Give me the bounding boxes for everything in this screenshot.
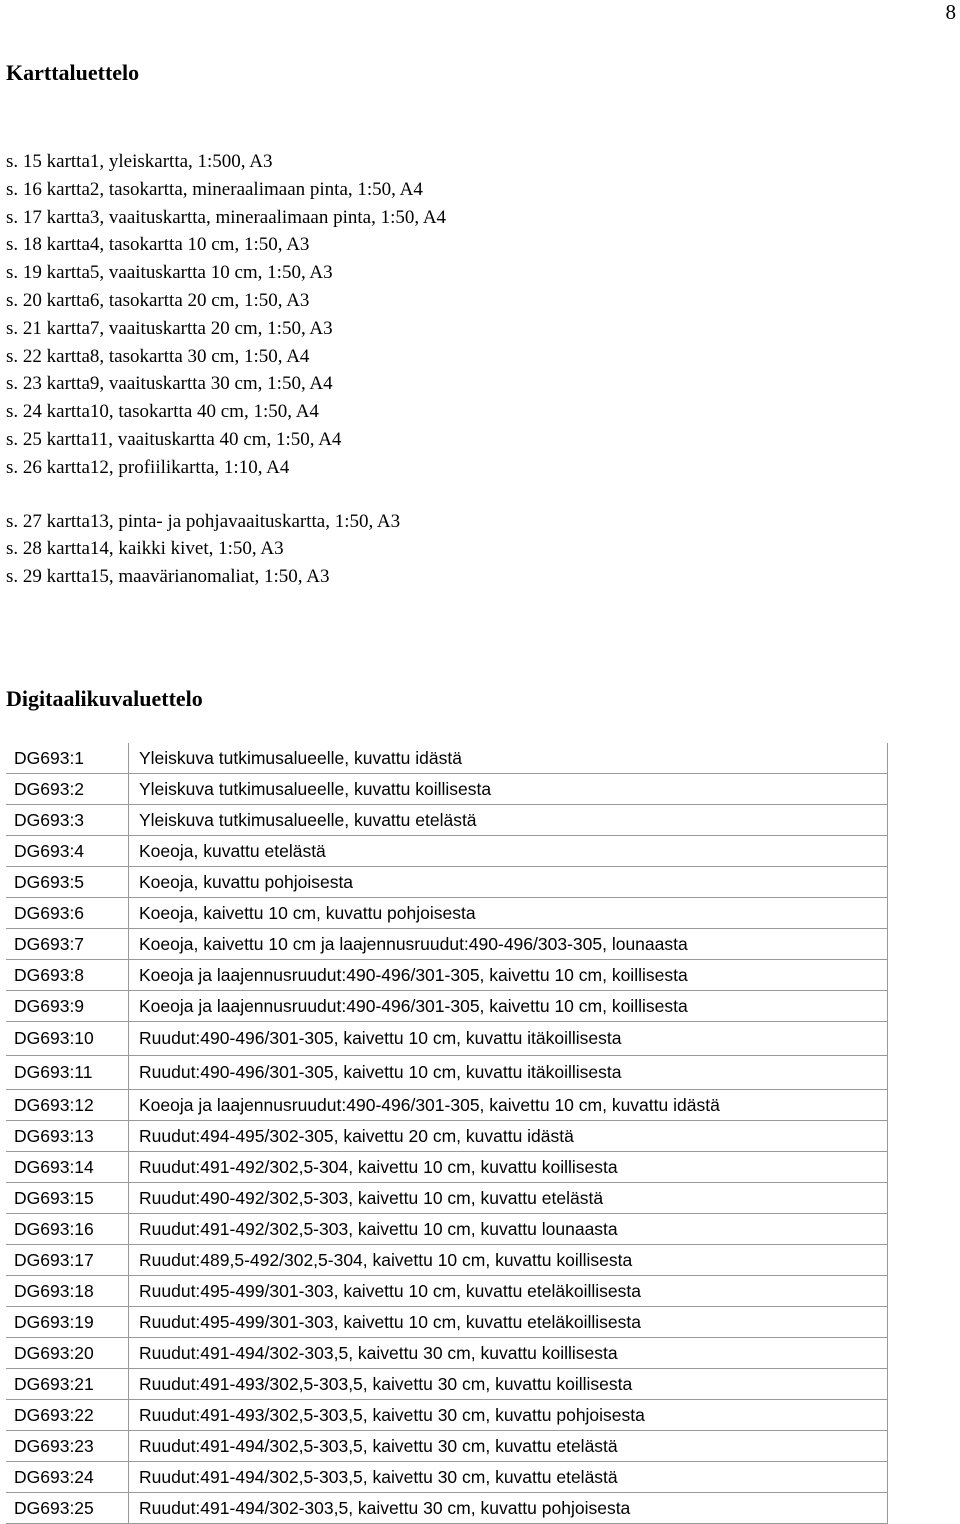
image-description: Yleiskuva tutkimusalueelle, kuvattu etelästä — [129, 805, 888, 836]
page-number: 8 — [945, 0, 956, 24]
image-code: DG693:20 — [6, 1338, 129, 1369]
map-list-title: Karttaluettelo — [6, 60, 140, 85]
table-row — [6, 1400, 888, 1431]
map-list-item: s. 18 kartta4, tasokartta 10 cm, 1:50, A3 — [6, 234, 310, 256]
map-list-item: s. 17 kartta3, vaaituskartta, mineraalimaan pinta, 1:50, A4 — [6, 206, 447, 228]
image-code: DG693:21 — [6, 1369, 129, 1400]
image-code: DG693:14 — [6, 1152, 129, 1183]
image-description: Ruudut:491-494/302-303,5, kaivettu 30 cm, kuvattu pohjoisesta — [129, 1493, 888, 1524]
image-description: Ruudut:491-493/302,5-303,5, kaivettu 30 cm, kuvattu pohjoisesta — [129, 1400, 888, 1431]
image-code: DG693:10 — [6, 1022, 129, 1056]
map-list-item: s. 26 kartta12, profiilikartta, 1:10, A4 — [6, 456, 290, 478]
table-row — [6, 836, 888, 867]
image-description: Ruudut:491-492/302,5-304, kaivettu 10 cm, kuvattu koillisesta — [129, 1152, 888, 1183]
image-description: Yleiskuva tutkimusalueelle, kuvattu idästä — [129, 743, 888, 774]
image-code: DG693:17 — [6, 1245, 129, 1276]
image-description: Koeoja ja laajennusruudut:490-496/301-305, kaivettu 10 cm, kuvattu idästä — [129, 1090, 888, 1121]
image-code: DG693:23 — [6, 1431, 129, 1462]
table-row — [6, 1276, 888, 1307]
image-code: DG693:19 — [6, 1307, 129, 1338]
image-code: DG693:13 — [6, 1121, 129, 1152]
map-list-item: s. 16 kartta2, tasokartta, mineraalimaan pinta, 1:50, A4 — [6, 178, 423, 200]
table-row — [6, 1462, 888, 1493]
table-row — [6, 867, 888, 898]
image-description: Ruudut:494-495/302-305, kaivettu 20 cm, kuvattu idästä — [129, 1121, 888, 1152]
map-list-item: s. 20 kartta6, tasokartta 20 cm, 1:50, A3 — [6, 289, 310, 311]
table-row — [6, 1121, 888, 1152]
table-row — [6, 1493, 888, 1524]
table-row — [6, 898, 888, 929]
map-list-item: s. 19 kartta5, vaaituskartta 10 cm, 1:50, A3 — [6, 262, 333, 284]
table-row — [6, 1307, 888, 1338]
table-row — [6, 774, 888, 805]
image-code: DG693:11 — [6, 1056, 129, 1090]
map-list-item: s. 25 kartta11, vaaituskartta 40 cm, 1:50, A4 — [6, 428, 342, 450]
image-description: Ruudut:491-494/302-303,5, kaivettu 30 cm, kuvattu koillisesta — [129, 1338, 888, 1369]
image-code: DG693:3 — [6, 805, 129, 836]
map-list-item: s. 28 kartta14, kaikki kivet, 1:50, A3 — [6, 538, 284, 560]
table-row — [6, 1338, 888, 1369]
image-code: DG693:16 — [6, 1214, 129, 1245]
table-row — [6, 743, 888, 774]
table-row — [6, 1056, 888, 1090]
map-list-item: s. 23 kartta9, vaaituskartta 30 cm, 1:50, A4 — [6, 373, 333, 395]
image-description: Ruudut:491-493/302,5-303,5, kaivettu 30 cm, kuvattu koillisesta — [129, 1369, 888, 1400]
table-row — [6, 991, 888, 1022]
map-list-item: s. 27 kartta13, pinta- ja pohjavaaituskartta, 1:50, A3 — [6, 510, 401, 532]
map-list-item: s. 29 kartta15, maavärianomaliat, 1:50, A3 — [6, 566, 330, 588]
image-code: DG693:25 — [6, 1493, 129, 1524]
image-code: DG693:15 — [6, 1183, 129, 1214]
image-description: Koeoja, kuvattu etelästä — [129, 836, 888, 867]
image-list-title: Digitaalikuvaluettelo — [6, 686, 203, 711]
image-code: DG693:7 — [6, 929, 129, 960]
table-row — [6, 929, 888, 960]
table-row — [6, 1022, 888, 1056]
image-code: DG693:22 — [6, 1400, 129, 1431]
image-code: DG693:12 — [6, 1090, 129, 1121]
map-list-item: s. 22 kartta8, tasokartta 30 cm, 1:50, A4 — [6, 345, 310, 367]
image-table — [6, 743, 888, 1524]
table-row — [6, 1369, 888, 1400]
image-description: Koeoja ja laajennusruudut:490-496/301-305, kaivettu 10 cm, koillisesta — [129, 991, 888, 1022]
table-row — [6, 1152, 888, 1183]
image-description: Ruudut:495-499/301-303, kaivettu 10 cm, kuvattu eteläkoillisesta — [129, 1307, 888, 1338]
image-description: Ruudut:490-492/302,5-303, kaivettu 10 cm, kuvattu etelästä — [129, 1183, 888, 1214]
table-row — [6, 1245, 888, 1276]
image-code: DG693:4 — [6, 836, 129, 867]
map-list — [6, 148, 446, 591]
image-code: DG693:9 — [6, 991, 129, 1022]
image-description: Ruudut:490-496/301-305, kaivettu 10 cm, kuvattu itäkoillisesta — [129, 1022, 888, 1056]
image-description: Ruudut:491-492/302,5-303, kaivettu 10 cm, kuvattu lounaasta — [129, 1214, 888, 1245]
table-row — [6, 1214, 888, 1245]
image-description: Koeoja, kaivettu 10 cm ja laajennusruudut:490-496/303-305, lounaasta — [129, 929, 888, 960]
image-description: Ruudut:491-494/302,5-303,5, kaivettu 30 cm, kuvattu etelästä — [129, 1462, 888, 1493]
image-description: Ruudut:495-499/301-303, kaivettu 10 cm, kuvattu eteläkoillisesta — [129, 1276, 888, 1307]
image-code: DG693:8 — [6, 960, 129, 991]
table-row — [6, 1183, 888, 1214]
image-description: Yleiskuva tutkimusalueelle, kuvattu koillisesta — [129, 774, 888, 805]
map-list-item: s. 15 kartta1, yleiskartta, 1:500, A3 — [6, 151, 273, 172]
map-list-item: s. 24 kartta10, tasokartta 40 cm, 1:50, A4 — [6, 401, 319, 423]
image-description: Koeoja ja laajennusruudut:490-496/301-305, kaivettu 10 cm, koillisesta — [129, 960, 888, 991]
image-code: DG693:18 — [6, 1276, 129, 1307]
image-code: DG693:2 — [6, 774, 129, 805]
image-description: Koeoja, kaivettu 10 cm, kuvattu pohjoisesta — [129, 898, 888, 929]
image-code: DG693:1 — [6, 743, 129, 774]
image-description: Ruudut:491-494/302,5-303,5, kaivettu 30 cm, kuvattu etelästä — [129, 1431, 888, 1462]
image-code: DG693:6 — [6, 898, 129, 929]
image-description: Ruudut:490-496/301-305, kaivettu 10 cm, kuvattu itäkoillisesta — [129, 1056, 888, 1090]
map-list-item: s. 21 kartta7, vaaituskartta 20 cm, 1:50, A3 — [6, 317, 333, 339]
image-code: DG693:5 — [6, 867, 129, 898]
table-row — [6, 1431, 888, 1462]
table-row — [6, 1090, 888, 1121]
image-description: Ruudut:489,5-492/302,5-304, kaivettu 10 cm, kuvattu koillisesta — [129, 1245, 888, 1276]
image-code: DG693:24 — [6, 1462, 129, 1493]
table-row — [6, 805, 888, 836]
image-description: Koeoja, kuvattu pohjoisesta — [129, 867, 888, 898]
table-row — [6, 960, 888, 991]
